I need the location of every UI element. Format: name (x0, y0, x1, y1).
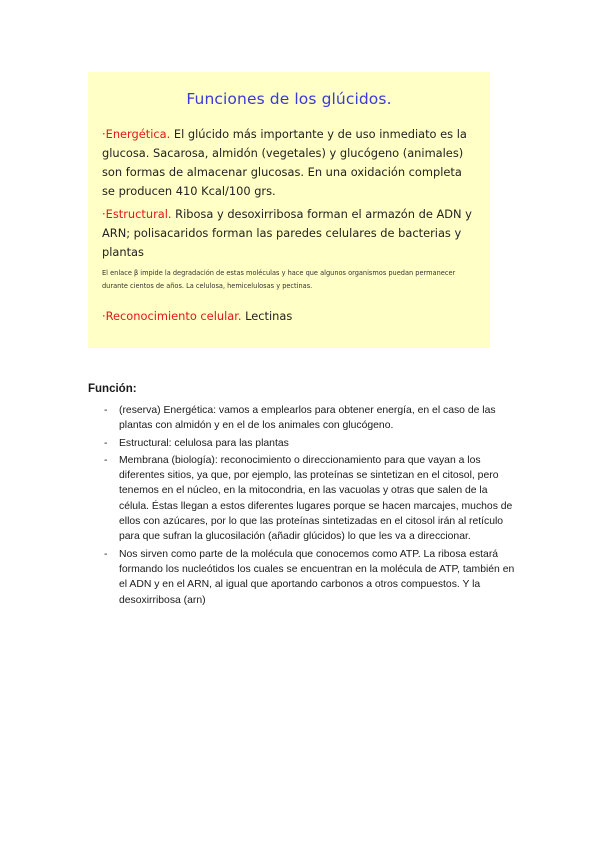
list-bullet: - (104, 437, 108, 449)
list-item-text: Membrana (biología): reconocimiento o direccionamiento para que vayan a los diferentes sitios, ya que, por ejemplo, las proteínas se sintetizan en el citosol, pero tenemos en el núcleo, en la mitocondria, en las vacuolas y otras que salen de la célula. Éstas llegan a estos diferentes lugares porque se hacen marcajes, muchos de ellos con azúcares, por lo que las proteínas sintetizadas en el citosol irán al retículo para que sufran la glucosilación (añadir glúcidos) lo que les va a direccionar. (119, 454, 513, 543)
list-bullet: - (104, 454, 108, 466)
function-list (88, 403, 518, 610)
list-item-text: Estructural: celulosa para las plantas (119, 437, 289, 449)
list-bullet: - (104, 548, 108, 560)
slide-energetica (102, 125, 476, 201)
list-bullet: - (104, 405, 108, 416)
reconocimiento-text: Lectinas (241, 309, 293, 323)
energetica-label: ·Energética. (102, 127, 171, 141)
reconocimiento-label: ·Reconocimiento celular. (102, 309, 242, 323)
list-item (88, 403, 518, 434)
funcion-heading: Función: (88, 383, 137, 395)
slide-title: Funciones de los glúcidos. (186, 90, 392, 108)
list-item-text: Nos sirven como parte de la molécula que conocemos como ATP. La ribosa estará formando los nucleótidos los cuales se encuentran en la molécula de ATP, también en el ADN y en el ARN, al igual que aportando carbonos a otros compuestos. Y la desoxirribosa (arn) (119, 548, 515, 606)
slide-note: El enlace β impide la degradación de estas moléculas y hace que algunos organismos puedan permanecer durante cientos de años. La celulosa, hemicelulosas y pectinas. (102, 269, 456, 290)
energetica-text: El glúcido más importante y de uso inmediato es la glucosa. Sacarosa, almidón (vegetales) y glucógeno (animales) son formas de almacenar glucosas. En una oxidación completa se producen 410 Kcal/100 grs. (102, 127, 467, 198)
estructural-text: Ribosa y desoxirribosa forman el armazón de ADN y ARN; polisacaridos forman las paredes celulares de bacterias y plantas (102, 207, 472, 259)
estructural-label: ·Estructural. (102, 207, 172, 221)
list-item (88, 453, 518, 545)
list-item (88, 436, 518, 451)
slide-image (88, 72, 490, 348)
slide-reconocimiento (102, 307, 476, 326)
list-item (88, 547, 518, 608)
list-item-text: (reserva) Energética: vamos a emplearlos para obtener energía, en el caso de las plantas con almidón y en el de los animales con glucógeno. (119, 405, 496, 432)
slide-estructural (102, 205, 476, 262)
